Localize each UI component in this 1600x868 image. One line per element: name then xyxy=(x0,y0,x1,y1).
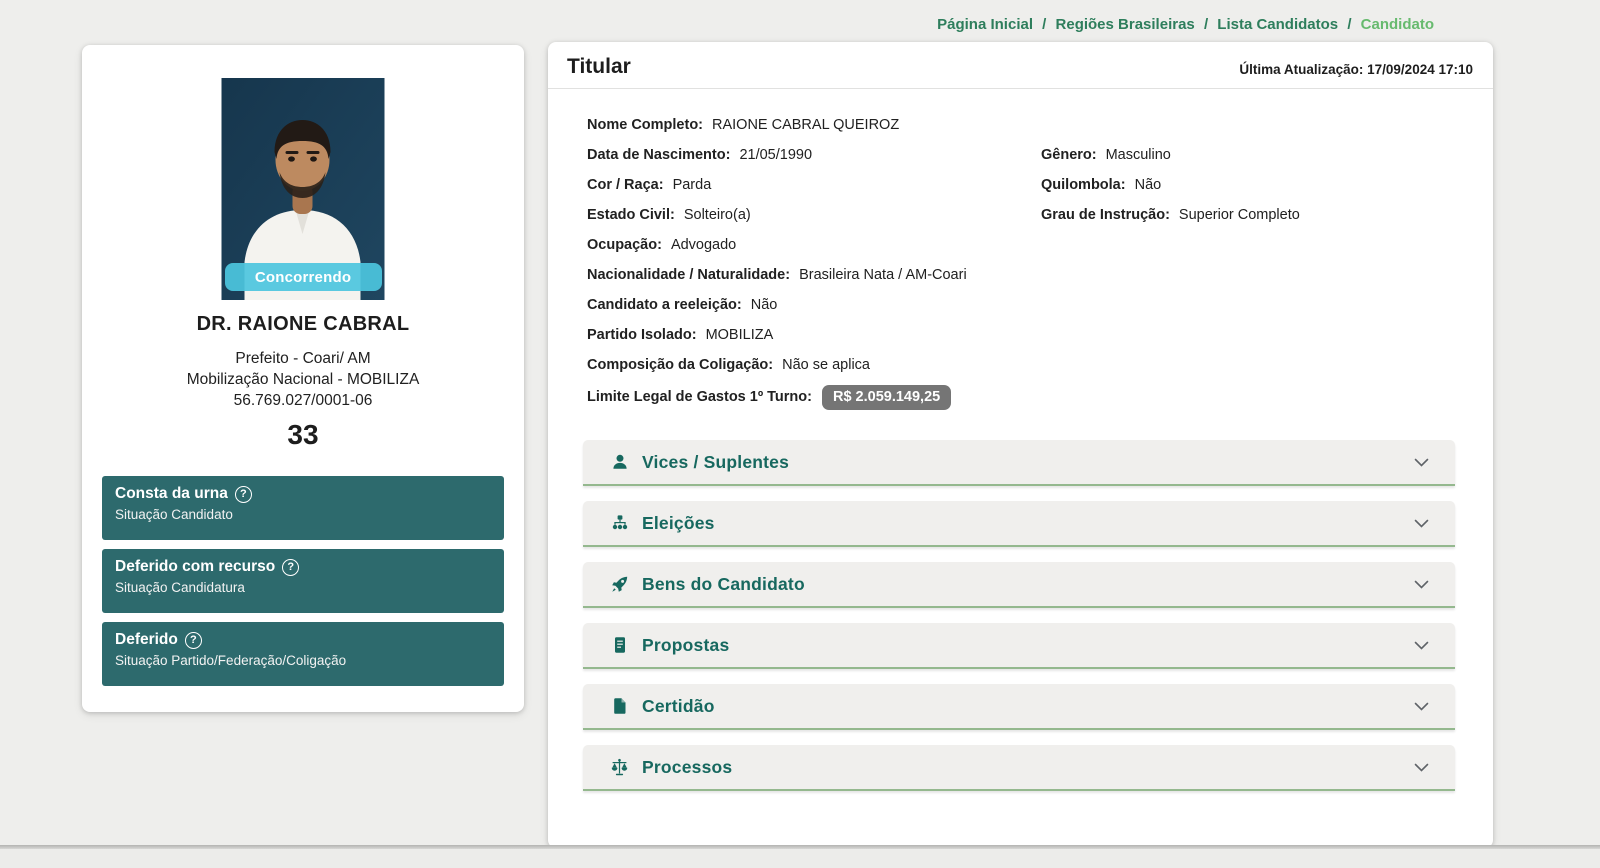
field-label: Composição da Coligação: xyxy=(587,357,774,373)
chevron-down-icon xyxy=(1414,702,1429,711)
last-update-text: Última Atualização: 17/09/2024 17:10 xyxy=(1239,62,1473,77)
breadcrumb xyxy=(937,16,1434,33)
field-row xyxy=(587,140,1493,170)
status-title: Consta da urna xyxy=(115,485,228,502)
chevron-down-icon xyxy=(1414,458,1429,467)
field-value: RAIONE CABRAL QUEIROZ xyxy=(712,117,900,133)
scales-icon xyxy=(610,758,629,777)
chevron-down-icon xyxy=(1414,641,1429,650)
candidate-name: DR. RAIONE CABRAL xyxy=(196,313,410,335)
field-value: Brasileira Nata / AM-Coari xyxy=(799,267,967,283)
accordion-label: Certidão xyxy=(642,695,715,716)
accordion-vices-suplentes[interactable] xyxy=(583,440,1455,486)
candidate-party: Mobilização Nacional - MOBILIZA xyxy=(186,371,420,388)
field-row xyxy=(587,200,1493,230)
field-row xyxy=(587,260,1493,290)
accordion-label: Bens do Candidato xyxy=(642,573,805,594)
bottom-strip xyxy=(0,849,1600,868)
field-value: Advogado xyxy=(670,237,737,253)
accordion-list xyxy=(583,440,1455,791)
status-subtitle: Situação Candidato xyxy=(115,507,233,522)
status-title: Deferido xyxy=(115,631,178,648)
panel-title: Titular xyxy=(567,55,631,78)
status-box-candidato xyxy=(102,476,504,540)
accordion-propostas[interactable] xyxy=(583,623,1455,669)
field-row xyxy=(587,230,1493,260)
field-row xyxy=(587,170,1493,200)
accordion-label: Processos xyxy=(642,756,733,777)
status-box-partido xyxy=(102,622,504,686)
field-label: Quilombola: xyxy=(1041,177,1126,193)
accordion-bens-candidato[interactable] xyxy=(583,562,1455,608)
accordion-label: Eleições xyxy=(642,512,715,533)
field-label: Candidato a reeleição: xyxy=(587,297,742,313)
chevron-down-icon xyxy=(1414,763,1429,772)
accordion-eleicoes[interactable] xyxy=(583,501,1455,547)
breadcrumb-separator: / xyxy=(1042,16,1047,33)
candidate-fields xyxy=(548,89,1493,414)
field-label: Gênero: xyxy=(1041,147,1097,163)
candidate-photo xyxy=(222,78,385,300)
sitemap-icon xyxy=(610,514,629,533)
spending-limit-row xyxy=(587,380,1493,414)
field-label: Cor / Raça: xyxy=(587,177,664,193)
file-icon xyxy=(610,697,629,716)
document-lines-icon xyxy=(610,636,629,655)
field-row xyxy=(587,320,1493,350)
field-label: Nacionalidade / Naturalidade: xyxy=(587,267,791,283)
chevron-down-icon xyxy=(1414,580,1429,589)
status-subtitle: Situação Candidatura xyxy=(115,580,245,595)
chevron-down-icon xyxy=(1414,519,1429,528)
field-value: Solteiro(a) xyxy=(683,207,751,223)
status-list xyxy=(102,476,504,695)
field-row xyxy=(587,290,1493,320)
breadcrumb-separator: / xyxy=(1203,16,1209,33)
spending-limit-badge: R$ 2.059.149,25 xyxy=(822,385,951,410)
candidate-summary-card xyxy=(82,45,524,712)
breadcrumb-current-candidate: Candidato xyxy=(1360,16,1434,33)
accordion-label: Vices / Suplentes xyxy=(642,451,790,472)
spending-limit-label: Limite Legal de Gastos 1º Turno: xyxy=(587,389,812,405)
help-icon[interactable]: ? xyxy=(185,632,202,649)
breadcrumb-link-regions[interactable]: Regiões Brasileiras xyxy=(1055,16,1195,33)
field-label: Grau de Instrução: xyxy=(1041,207,1170,223)
field-label: Nome Completo: xyxy=(587,117,703,133)
breadcrumb-link-home[interactable]: Página Inicial xyxy=(937,16,1033,33)
breadcrumb-separator: / xyxy=(1347,16,1352,33)
accordion-certidao[interactable] xyxy=(583,684,1455,730)
person-icon xyxy=(610,453,629,472)
rocket-icon xyxy=(610,575,629,594)
breadcrumb-link-candidate-list[interactable]: Lista Candidatos xyxy=(1217,16,1339,33)
field-label: Ocupação: xyxy=(587,237,662,253)
status-title: Deferido com recurso xyxy=(115,558,276,575)
help-icon[interactable]: ? xyxy=(235,486,252,503)
candidate-cnpj: 56.769.027/0001-06 xyxy=(233,392,373,409)
field-value: Não xyxy=(750,297,778,313)
field-row xyxy=(587,350,1493,380)
field-value: 21/05/1990 xyxy=(739,147,813,163)
accordion-processos[interactable] xyxy=(583,745,1455,791)
field-label: Data de Nascimento: xyxy=(587,147,731,163)
panel-header xyxy=(548,42,1493,89)
field-value: Não se aplica xyxy=(782,357,870,373)
field-label: Partido Isolado: xyxy=(587,327,697,343)
running-status-flag: Concorrendo xyxy=(225,263,382,291)
field-value: MOBILIZA xyxy=(705,327,774,343)
candidate-details-panel xyxy=(548,42,1493,848)
field-value: Superior Completo xyxy=(1178,207,1300,223)
status-subtitle: Situação Partido/Federação/Coligação xyxy=(115,653,347,668)
accordion-label: Propostas xyxy=(642,634,730,655)
candidate-ballot-number: 33 xyxy=(287,419,319,450)
field-value: Parda xyxy=(672,177,712,193)
field-row xyxy=(587,110,1493,140)
field-label: Estado Civil: xyxy=(587,207,675,223)
help-icon[interactable]: ? xyxy=(282,559,299,576)
status-box-candidatura xyxy=(102,549,504,613)
field-value: Masculino xyxy=(1105,147,1171,163)
candidate-office: Prefeito - Coari/ AM xyxy=(235,350,371,367)
field-value: Não xyxy=(1134,177,1162,193)
